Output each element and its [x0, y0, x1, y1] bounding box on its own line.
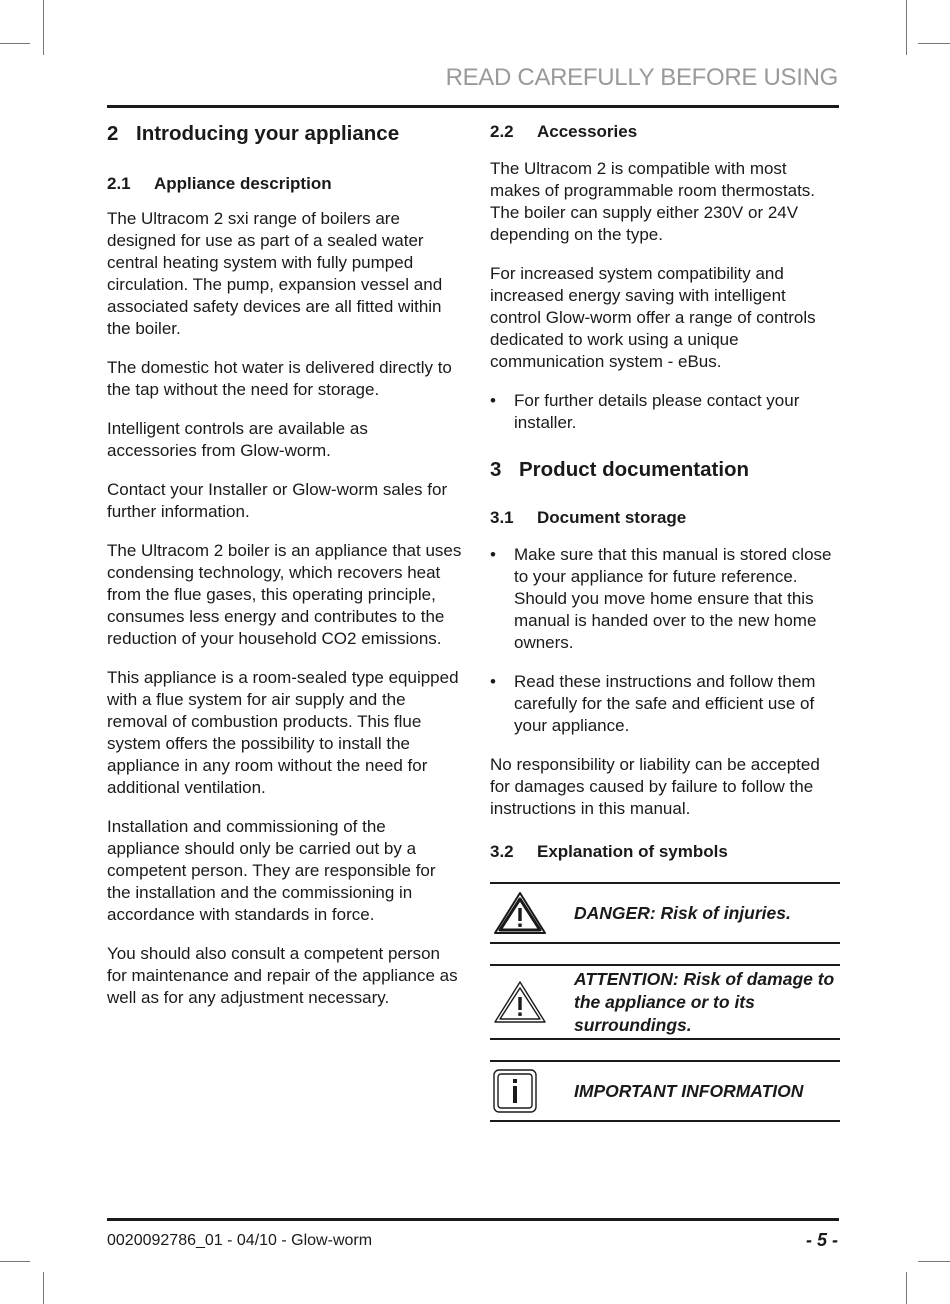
symbol-danger — [490, 882, 840, 944]
crop-mark — [918, 43, 950, 44]
paragraph: The Ultracom 2 sxi range of boilers are designed for use as part of a sealed water central heating system with fully pumped circulation. The pump, expansion vessel and associated safety devices are all fitted within the boiler. — [107, 209, 443, 338]
left-column — [107, 122, 462, 1026]
symbol-label: DANGER: Risk of injuries. — [574, 902, 791, 923]
crop-mark — [918, 1261, 950, 1262]
crop-mark — [43, 0, 44, 55]
danger-warning-triangle-icon — [490, 890, 562, 936]
information-icon — [490, 1068, 562, 1114]
list-item: • Make sure that this manual is stored close to your appliance for future reference. Should you move home ensure that this manual is handed over to the new home owners. — [490, 545, 832, 652]
paragraph: Intelligent controls are available as accessories from Glow-worm. — [107, 419, 368, 460]
list-item: • Read these instructions and follow them carefully for the safe and efficient use of your appliance. — [490, 672, 816, 735]
paragraph: This appliance is a room-sealed type equipped with a flue system for air supply and the removal of combustion products. This flue system offers the possibility to install the appliance in any room without the need for additional ventilation. — [107, 668, 459, 797]
crop-mark — [906, 0, 907, 55]
subsection-heading-3-2: 3.2 Explanation of symbols — [490, 842, 728, 861]
list-item: • For further details please contact your installer. — [490, 391, 800, 432]
attention-warning-triangle-icon — [490, 979, 562, 1025]
paragraph: Contact your Installer or Glow-worm sales for further information. — [107, 480, 448, 521]
symbol-attention — [490, 964, 840, 1040]
subsection-heading-3-1: 3.1 Document storage — [490, 508, 687, 527]
section-heading-2: 2 Introducing your appliance — [107, 122, 400, 145]
paragraph: The Ultracom 2 boiler is an appliance that uses condensing technology, which recovers heat from the flue gases, this operating principle, consumes less energy and contributes to the reduction of your household CO2 emissions. — [107, 541, 462, 648]
footer-divider — [107, 1218, 839, 1221]
symbol-label: IMPORTANT INFORMATION — [574, 1080, 804, 1101]
paragraph: The Ultracom 2 is compatible with most makes of programmable room thermostats. The boiler can supply either 230V or 24V depending on the type. — [490, 159, 816, 244]
symbol-information — [490, 1060, 840, 1122]
paragraph: Installation and commissioning of the appliance should only be carried out by a competent person. They are responsible for the installation and the commissioning in accordance with standards in force. — [107, 817, 436, 924]
bullet-list — [490, 544, 840, 737]
crop-mark — [0, 1261, 30, 1262]
page-header-title: READ CAREFULLY BEFORE USING — [445, 64, 838, 91]
crop-mark — [43, 1272, 44, 1304]
page-number: - 5 - — [805, 1230, 838, 1250]
header-divider — [107, 105, 839, 108]
symbol-label: ATTENTION: Risk of damage to the appliance or to its surroundings. — [574, 968, 835, 1035]
crop-mark — [906, 1272, 907, 1304]
paragraph: You should also consult a competent person for maintenance and repair of the appliance as well as for any adjustment necessary. — [107, 944, 458, 1007]
subsection-heading-2-2: 2.2 Accessories — [490, 122, 638, 141]
document-reference: 0020092786_01 - 04/10 - Glow-worm — [107, 1232, 373, 1249]
paragraph: For increased system compatibility and increased energy saving with intelligent control Glow-worm offer a range of controls dedicated to work using a unique communication system - eBus. — [490, 264, 816, 371]
paragraph: The domestic hot water is delivered directly to the tap without the need for storage. — [107, 358, 452, 399]
crop-mark — [0, 43, 30, 44]
subsection-heading-2-1: 2.1 Appliance description — [107, 174, 332, 193]
paragraph: No responsibility or liability can be accepted for damages caused by failure to follow the instructions in this manual. — [490, 755, 820, 818]
right-column — [490, 122, 840, 1142]
section-heading-3: 3 Product documentation — [490, 458, 750, 481]
bullet-list — [490, 390, 840, 434]
